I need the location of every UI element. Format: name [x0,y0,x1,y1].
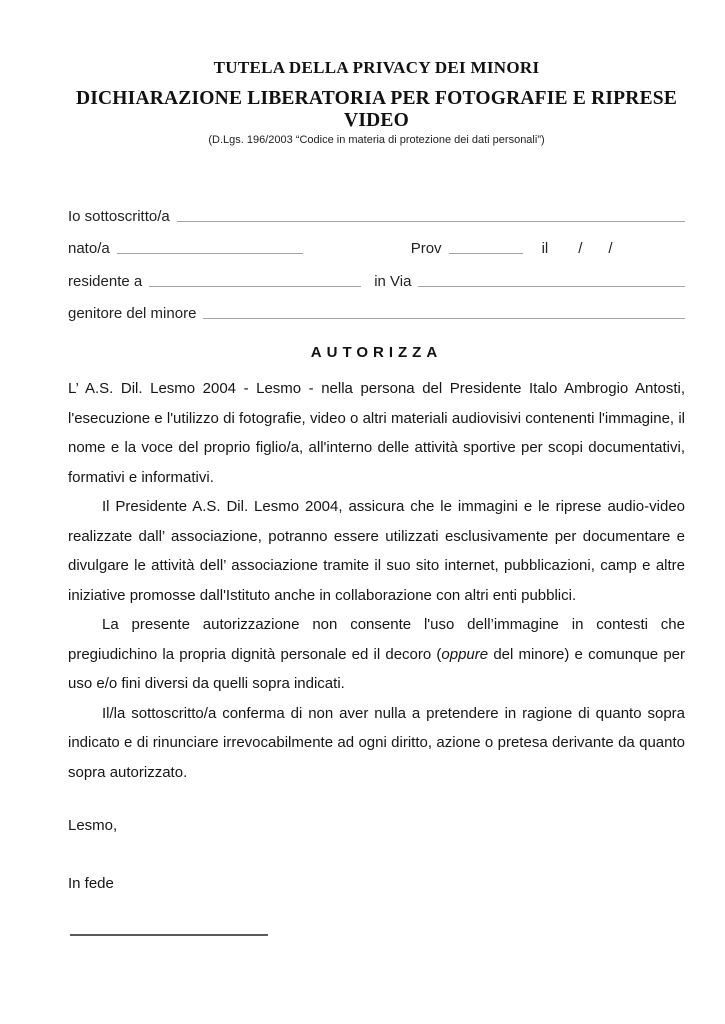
residente-fill-line [149,286,361,287]
il-label: il [541,240,549,257]
paragraph-limiti-uso-start: La presente autorizzazione non consente l'uso dell’immagine in contesti che pregiudichino la propria dignità personale ed il decoro ( [68,616,685,663]
residente-label: residente a [68,272,143,290]
paragraph-limiti-uso-end: del minore) e comunque per uso e/o fini diversi da quelli sopra indicati. [68,645,685,692]
prov-label: Prov [410,240,442,257]
genitore-label: genitore del minore [68,305,197,322]
paragraph-limiti-uso [68,610,685,699]
signature-line [70,934,268,936]
oppure-italic: oppure [441,645,489,663]
page-subtitle-title: DICHIARAZIONE LIBERATORIA PER FOTOGRAFIE E RIPRESE VIDEO [75,88,678,131]
form-row-nato [68,226,685,259]
legal-reference: (D.Lgs. 196/2003 “Codice in materia di protezione dei dati personali”) [208,134,545,146]
genitore-fill-line [203,318,685,319]
date-slash-1: / [578,240,583,257]
prov-fill-line [449,253,523,254]
personal-data-form [68,193,685,323]
paragraph-esecuzione: L’ A.S. Dil. Lesmo 2004 - Lesmo - nella persona del Presidente Italo Ambrogio Antosti, l'esecuzione e l'utilizzo di fotografie, video o altri materiali audiovisivi contenenti l'immagine, il nome e la voce del proprio figlio/a, all'interno delle attività sportive per scopi documentativi, formativi e informativi. [68,380,685,486]
form-row-genitore [68,291,685,324]
in-via-label: in Via [374,272,412,290]
place-date-label: Lesmo, [68,817,118,834]
via-fill-line [418,286,685,287]
paragraph-rinuncia: Il/la sottoscritto/a conferma di non aver nulla a pretendere in ragione di quanto sopra indicato e di rinunciare irrevocabilmente ad ogni diritto, azione o pretesa derivante da quanto sopra autorizzato. [68,704,685,781]
form-row-sottoscritto [68,193,685,226]
autorizza-heading: AUTORIZZA [310,344,443,361]
in-fede-label: In fede [68,875,114,892]
nato-label: nato/a [68,240,110,257]
nato-fill-line [117,253,303,254]
form-row-residente [68,258,685,291]
sottoscritto-fill-line [177,221,685,222]
document-header [68,58,685,146]
sottoscritto-label: Io sottoscritto/a [68,207,170,225]
authorization-body [68,374,685,787]
date-slash-2: / [608,240,613,257]
page-title: TUTELA DELLA PRIVACY DEI MINORI [213,58,540,77]
paragraph-presidente: Il Presidente A.S. Dil. Lesmo 2004, assicura che le immagini e le riprese audio-video realizzate dall’ associazione, potranno essere utilizzati esclusivamente per documentare e divulgare le attività dell’ associazione tramite il suo sito internet, pubblicazioni, camp e altre iniziative promosse dall'Istituto anche in collaborazione con altri enti pubblici. [68,498,685,604]
